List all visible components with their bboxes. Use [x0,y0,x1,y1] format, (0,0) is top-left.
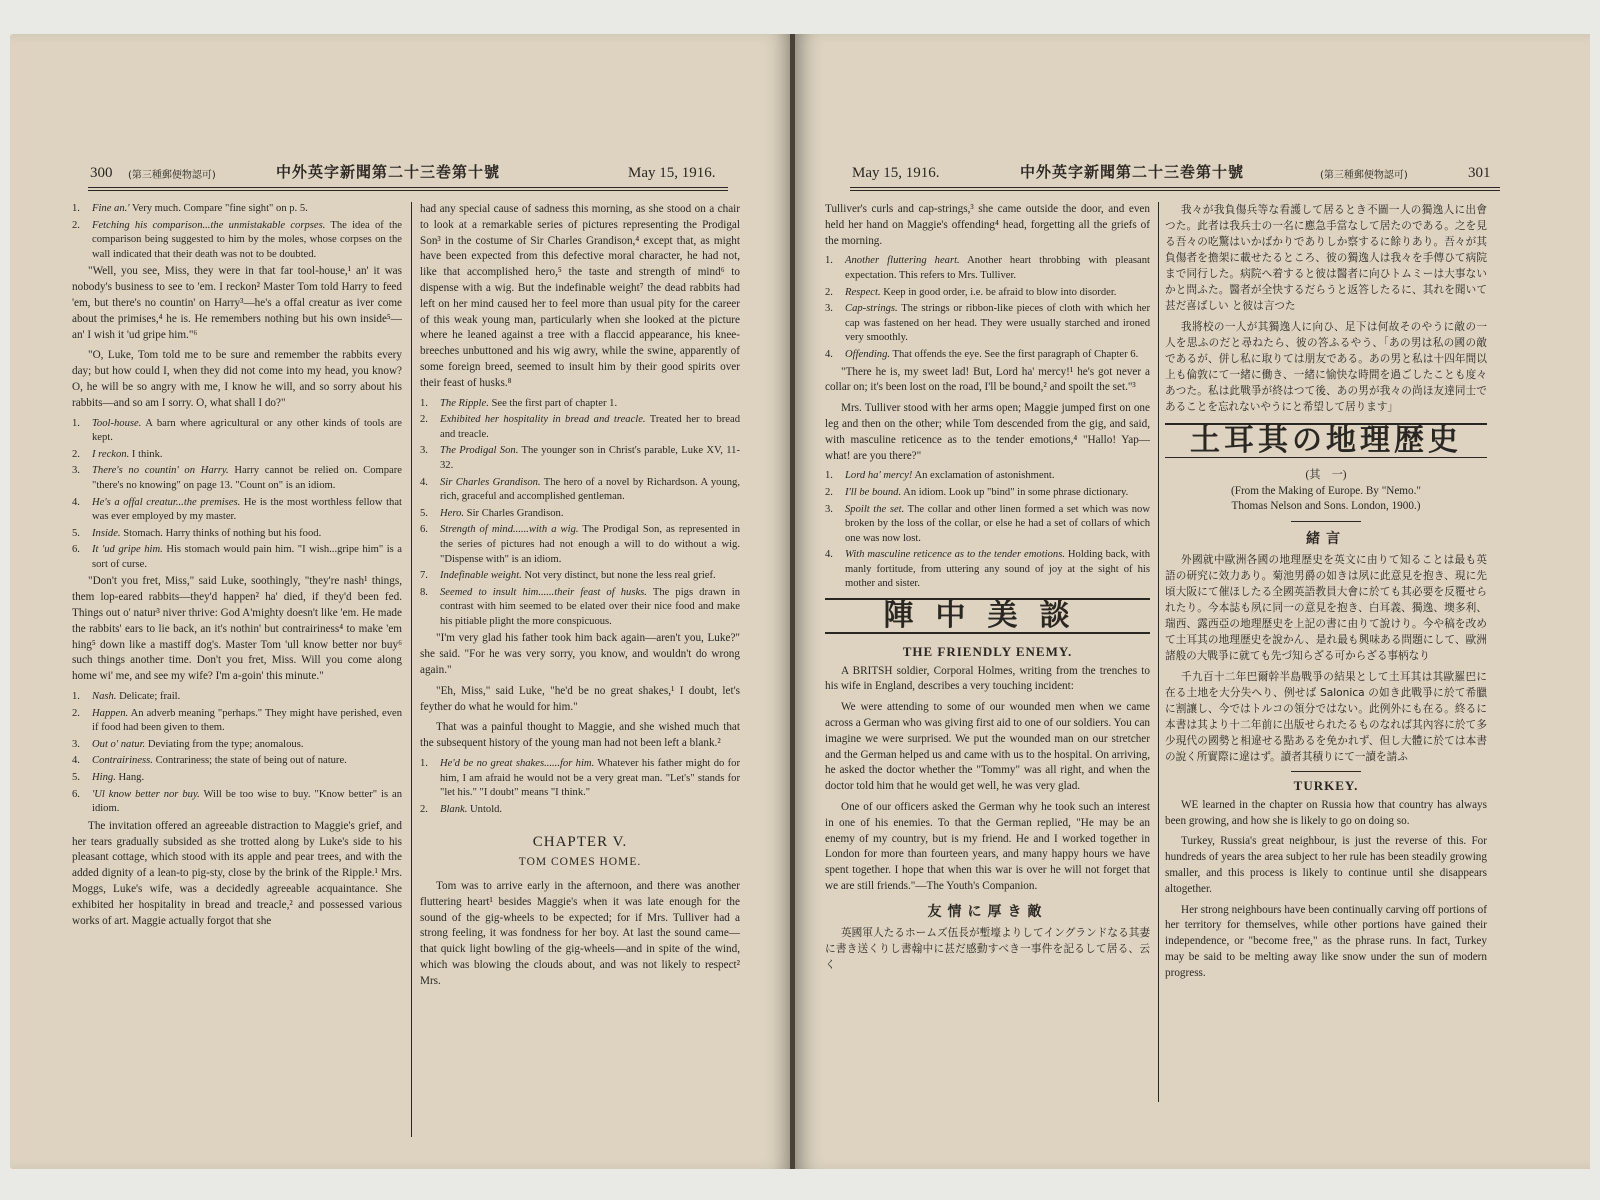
footnote-text [440,397,740,412]
paragraph: We were attending to some of our wounded men when we came across a German who was giving first aid to one of our soldiers. You can imagine we were surprised. We put the wounded man on our stretcher and the German helped us and came with us to the hospital. On arriving, he asked the doctor whether the "Tommy" was all right, and when the doctor told him that he would get well, he was very glad. [825,701,1150,793]
footnote-body: The collar and other linen formed a set which was now broken by the loss of the collar, or else he had a set of collars of which one was now lost. [845,503,1150,544]
section-heading: THE FRIENDLY ENEMY. [902,643,1073,659]
footnote-text [440,803,740,818]
footnote-lead: Another fluttering heart. [845,255,960,267]
footnote-lead: The Prodigal Son. [440,445,519,457]
footnote-text [92,690,402,705]
footnote-text [845,548,1150,592]
paragraph: Mrs. Tulliver stood with her arms open; Maggie jumped first on one leg and then on the other; while Tom descended from the gig, and said, with masculine reticence as to the tender emotions,⁴ "Hallo! Yap—what! are you there?" [825,402,1150,462]
footnote [72,754,402,769]
footnote [825,548,1150,592]
footnote [420,586,740,630]
footnote [420,803,740,818]
page-number: 300 [90,165,113,181]
footnote-lead: Fetching his comparison...the unmistakable corpses. [92,219,326,231]
footnote [420,757,740,801]
issue-date: May 15, 1916. [852,165,940,181]
footnote-text [92,754,402,769]
footnote [72,690,402,705]
footnote-lead: I'll be bound. [845,486,902,498]
footnote-number: 2. [72,219,80,231]
footnote-lead: Blank. [440,803,468,815]
footnote-body: Sir Charles Grandison. [464,507,564,519]
footnote-text [92,417,402,446]
footnote-number: 1. [825,470,833,482]
footnote [420,397,740,412]
footnote-body: The strings or ribbon-like pieces of cloth with which her cap was fastened on her head. They were usually starched and ironed very smoothly. [845,303,1150,344]
paragraph: Turkey, Russia's great neighbour, is just the reverse of this. For hundreds of years the area subject to her rule has been steadily growing smaller, and this process is likely to continue until she disappears altogether. [1165,835,1487,895]
footnote-body: Will be too wise to buy. "Know better" is an idiom. [92,788,402,815]
footnote-lead: Offending. [845,348,891,360]
footnote-text [440,523,740,567]
footnote-text [845,469,1150,484]
right-column-2 [1165,202,1487,1102]
footnote-text [845,286,1150,301]
footnote-text [92,464,402,493]
footnote [825,302,1150,346]
paragraph: That was a painful thought to Maggie, and she wished much that the subsequent history of the young man had not been left a blank.² [420,721,740,750]
footnote-text [440,444,740,473]
japanese-paragraph: 我々が我負傷兵等な看護して居るとき不圖一人の獨逸人に出會つた。此者は我兵士の一名に應急手當なして居たのである。之を見る吾々の吃驚はいかばかりでありしか察するに餘りあり。吾々が其負傷者を擔架に載せたるところ、彼の獨逸人は我々を手傳ひて病院まで同行した。病院へ着すると彼は醫者に向ひトムミーは大事ないかと問ふた。醫者が全快するだらうと返答したるに、其れを聞いて甚だ喜ばしい と彼は言つた [1165,204,1487,312]
footnote-number: 6. [72,788,80,800]
footnote-text [845,348,1150,363]
footnote-lead: I reckon. [92,448,130,460]
footnote-number: 1. [420,758,428,770]
footnote-number: 1. [72,691,80,703]
footnote [72,219,402,263]
footnote-text [92,543,402,572]
footnote-number: 2. [420,803,428,815]
chapter-subtitle: TOM COMES HOME. [518,856,642,869]
footnote-body: Contrariness; the state of being out of nature. [152,755,347,767]
footnote-number: 5. [72,527,80,539]
footnote-text [440,757,740,801]
footnote-body: The pigs drawn in contrast with him seemed to be elated over their nice food and make his pitiable plight the more conspicuous. [440,586,740,627]
chapter-title: CHAPTER V. [532,834,628,851]
footnote [825,348,1150,363]
footnote-body: Not very distinct, but none the less real grief. [521,570,716,582]
footnote-number: 4. [825,549,833,561]
footnote-lead: He's a offal creatur...the premises. [92,496,241,508]
footnote-number: 5. [72,772,80,784]
footnote-body: Deviating from the type; anomalous. [145,738,304,750]
footnote-lead: Fine an.' [92,203,130,214]
postal-permit: (第三種郵便物認可) [1320,170,1408,181]
footnote-number: 2. [825,286,833,298]
footnote-text [440,586,740,630]
japanese-paragraph: 我將校の一人が其獨逸人に向ひ、足下は何故そのやうに敵の一人を思ふのだと尋ねたら、彼の答ふるやう、「あの男は私の國の敵であるが、併し私に取りては朋友である。あの男と私は十四年間以上も倫敦にて一緒に働き、一緒に愉快な時間を過ごしたことも度々あつた。私は此戰爭が終はつて後、あの男が我々の尚ほ友達同士であることを忘れないやうにと希望して居ります」 [1165,321,1487,413]
footnote [825,254,1150,283]
footnote-lead: Spoilt the set. [845,503,905,515]
footnote [72,543,402,572]
paragraph: "I'm very glad his father took him back again—aren't you, Luke?" she said. "For he was very sorry, you know, and wouldn't do wrong again." [420,632,740,677]
footnote-number: 6. [420,524,428,536]
footnote [420,444,740,473]
paragraph: A BRITSH soldier, Corporal Holmes, writing from the trenches to his wife in England, describes a very touching incident: [825,664,1150,693]
paragraph: "Don't you fret, Miss," said Luke, soothingly, "they're nash¹ things, them lop-eared rabbits—they'd happen² ha' died, if they'd been fed. Things out o' natur³ niver thrive: God A'mighty doesn't like 'em. He made the rabbits' ears to lie back, an it's nothin' but contrairiness⁴ to make 'em hing⁵ down like a mastiff dog's. Master Tom 'ull know better nor buy⁶ such things another time. Don't you fret, Miss. Will you come along home wi' me, and see my wife? I'm a-goin' this minute." [72,575,402,683]
footnote-lead: He'd be no great shakes......for him. [440,758,595,770]
right-column-1 [825,202,1150,1102]
footnote [72,417,402,446]
paragraph: "Eh, Miss," said Luke, "he'd be no great shakes,¹ I doubt, let's feyther do what he would for him." [420,684,740,713]
divider [1291,521,1361,522]
footnote-number: 1. [825,255,833,267]
footnote [72,527,402,542]
footnote-text [92,448,402,463]
footnote-number: 6. [72,544,80,556]
footnote-text [845,486,1150,501]
section-heading: TURKEY. [1293,777,1359,793]
footnote [72,707,402,736]
footnote-body: Hang. [115,772,145,784]
footnote-number: 3. [825,503,833,515]
footnote-body: His stomach would pain him. "I wish...gripe him" is a sort of curse. [92,544,402,570]
footnote-number: 3. [72,738,80,750]
footnote-body: Stomach. Harry thinks of nothing but his food. [120,527,322,539]
footnote-lead: 'Ul know better nor buy. [92,788,200,800]
footnote-number: 8. [420,586,428,598]
footnote-number: 2. [72,448,80,460]
divider [1291,771,1361,772]
japanese-heading: 緒言 [1306,531,1346,548]
footnote-lead: Strength of mind......with a wig. [440,524,579,536]
footnote-number: 4. [72,496,80,508]
paragraph: WE learned in the chapter on Russia how that country has always been growing, and how she is likely to go on doing so. [1165,798,1487,827]
footnote-body: He is the most worthless fellow that was ever employed by my master. [92,496,402,523]
footnote-body: The Prodigal Son, as represented in the series of pictures had not enough a will to do without a wig. "Dispense with" is an idiom. [440,524,740,565]
footnote-lead: Hing. [92,772,116,784]
footnote [72,771,402,786]
page-number: 301 [1468,165,1491,181]
footnote-body: Treated her to bread and treacle. [440,414,740,440]
footnote-text [92,496,402,525]
centered-line: Thomas Nelson and Sons. London, 1900.) [1231,500,1421,513]
footnote-text [92,738,402,753]
footnote [420,476,740,505]
footnote-lead: Cap-strings. [845,303,898,315]
paragraph: had any special cause of sadness this morning, as she stood on a chair to look at a remarkable series of pictures representing the Prodigal Son³ in the costume of Sir Charles Grandison,⁴ except that, as might have been expected from this defective moral character, he had not, like that accomplished hero,⁵ the taste and strength of mind⁶ to dispense with a wig. But the indefinable weight⁷ the dead rabbits had left on her mind caused her to feel more than usual pity for the career of this weak young man, particularly when she looked at the picture where he leaned against a tree with a flaccid appearance, his knee-breeches unbuttoned and his wig awry, while the swine, apparently of some foreign breed, seemed to insult him by their good spirits over their feast of husks.⁸ [420,203,740,389]
left-page-header [88,130,728,190]
centered-line: (From the Making of Europe. By "Nemo." [1231,484,1421,497]
footnote-lead: There's no countin' on Harry. [92,465,229,477]
footnote-body: Another heart throbbing with pleasant expectation. This refers to Mrs. Tulliver. [845,255,1150,281]
footnote-lead: The Ripple. [440,397,489,409]
paragraph: "There he is, my sweet lad! But, Lord ha' mercy!¹ he's got never a collar on; it's been lost on the road, I'll be bound,² and spoilt the set."³ [825,365,1150,394]
footnote [72,464,402,493]
footnote-lead: Out o' natur. [92,738,146,750]
footnote-text [92,771,402,786]
section-title-box: 土耳其の地理歴史 [1165,423,1487,458]
footnote-text [440,507,740,522]
left-page [10,34,792,1169]
footnote-number: 1. [420,397,428,409]
journal-title: 中外英字新聞第二十三巻第十號 [276,163,501,181]
footnote [72,202,402,217]
footnote-number: 7. [420,570,428,582]
footnote-lead: Nash. [92,691,117,703]
footnote-text [845,503,1150,547]
footnote-body: That offends the eye. See the first paragraph of Chapter 6. [890,348,1139,360]
footnote [420,413,740,442]
section-title-box: 陣中美談 [825,598,1150,634]
japanese-paragraph: 英國軍人たるホームズ伍長が塹壕よりしてイングランドなる其妻に書き送くりし書翰中に甚だ感動すべき一事件を記るして居る、云く [825,926,1150,971]
journal-title: 中外英字新聞第二十三巻第十號 [1020,163,1245,181]
footnote-body: See the first part of chapter 1. [488,397,618,409]
footnote [825,503,1150,547]
footnote-body: An exclamation of astonishment. [912,470,1055,482]
footnote-number: 2. [72,707,80,719]
footnote-text [92,707,402,736]
footnote-body: The idea of the comparison being suggested to him by the moles, whose corpses on the wall indicated that their death was not to be doubted. [92,219,402,260]
footnote-lead: Sir Charles Grandison. [440,476,541,488]
centered-line: (其 一) [1305,468,1347,481]
footnote-number: 2. [825,486,833,498]
postal-permit: (第三種郵便物認可) [128,170,216,181]
footnote-body: Harry cannot be relied on. Compare "there's no knowing" on page 13. "Count on" is an idiom. [92,465,402,491]
footnote-number: 1. [72,417,80,429]
footnote-lead: Lord ha' mercy! [845,470,913,482]
footnote [72,496,402,525]
footnote-text [845,254,1150,283]
footnote-lead: Seemed to insult him......their feast of husks. [440,586,647,598]
footnote-text [440,413,740,442]
footnote [420,569,740,584]
footnote-text [92,202,402,217]
footnote-body: Very much. Compare "fine sight" on p. 5. [129,203,308,214]
footnote-lead: Contrairiness. [92,755,153,767]
paragraph: "O, Luke, Tom told me to be sure and remember the rabbits every day; but how could I, when they did not come into my head, you know? O, he will be so angry with me, I know he will, and so sorry about his rabbits—and so am I sorry. O, what shall I do?" [72,349,402,409]
footnote-number: 4. [72,755,80,767]
footnote-number: 3. [825,303,833,315]
footnote-body: An adverb meaning "perhaps." They might have perished, even if food had been given to them. [92,707,402,734]
footnote-body: Holding back, with manly fortitude, from uttering any sound of joy at the sight of his mother and sister. [845,549,1150,590]
footnote [825,486,1150,501]
footnote-lead: Indefinable weight. [440,570,522,582]
paragraph: Tulliver's curls and cap-strings,³ she came outside the door, and even held her hand on Maggie's offending⁴ head, forgetting all the griefs of the morning. [825,203,1150,247]
footnote [420,507,740,522]
footnote-text [845,302,1150,346]
paragraph: The invitation offered an agreeable distraction to Maggie's grief, and her tears gradually subsided as she trotted along by Luke's side to his pleasant cottage, which stood with its apple and pear trees, and with the added dignity of a lean-to pig-sty, close by the brink of the Ripple.¹ Mrs. Moggs, Luke's wife, was a decidedly agreeable acquaintance. She exhibited her hospitality in bread and treacle,² and possessed various works of art. Maggie actually forgot that she [72,819,402,927]
footnote-number: 3. [420,445,428,457]
footnote-text [440,476,740,505]
chapter-heading [420,835,740,871]
footnote [72,788,402,817]
left-column-1 [72,202,402,1137]
footnote-number: 3. [72,465,80,477]
footnote-body: Keep in good order, i.e. be afraid to blow into disorder. [880,286,1117,298]
footnote-number: 2. [420,414,428,426]
paragraph: One of our officers asked the German why he took such an interest in one of his enemies. To that the German replied, "He may be an enemy of my country, but is my friend. He and I worked together in London for more than fourteen years, and many happy hours we have spent together. I hope that when this war is over he will not forget that we are still friends."—The Youth's Companion. [825,801,1150,893]
footnote-lead: Happen. [92,707,129,719]
footnote-number: 4. [420,476,428,488]
right-page-header [850,130,1500,190]
footnote [420,523,740,567]
paragraph: Tom was to arrive early in the afternoon, and there was another fluttering heart¹ besides Maggie's when it was late enough for the sound of the gig-wheels to be expected; for if Mrs. Tulliver had a strong feeling, it was fondness for her boy. At last the sound came—that quick light bowling of the gig-wheels—and in spite of the wind, which was blowing the clouds about, and was not likely to respect² Mrs. [420,880,740,987]
japanese-heading: 友情に厚き敵 [927,903,1048,920]
footnote-body: Untold. [467,803,503,815]
footnote-lead: Tool-house. [92,417,142,429]
footnote-body: The hero of a novel by Richardson. A young, rich, graceful and accomplished gentleman. [440,476,740,503]
left-column-2 [420,202,740,1137]
footnote-body: I think. [129,448,163,460]
right-page [795,34,1590,1169]
footnote-number: 5. [420,507,428,519]
japanese-paragraph: 千九百十二年巴爾幹半島戰爭の結果として土耳其は其歐羅巴に在る土地を大分失へり、例せば Salonica の如き此戰爭に於て希臘に割讓し、今ではトルコの領分ではない。此例外にも在る。終るに本書は其より十二年前に出版せられたるものなれば其內容に於て多少現代の國勢と相違せる點あるを免かれず、但し大體に於ては本書の說く所實際に違はず。讀者其積りにて一讀を請ふ [1165,670,1487,763]
footnote-lead: Inside. [92,527,121,539]
footnote-lead: Hero. [440,507,465,519]
paragraph: "Well, you see, Miss, they were in that far tool-house,¹ an' it was nobody's business to see to 'em. I reckon² Master Tom told Harry to feed 'em, but there's no countin' on Harry³—he's a offal creatur as iver come about the primises,⁴ he is. He remembers nothing but his own inside⁵—an' I wish it 'ud gripe him."⁶ [72,265,402,341]
footnote-lead: With masculine reticence as to the tender emotions. [845,549,1065,561]
issue-date: May 15, 1916. [628,165,716,181]
footnote-text [92,788,402,817]
japanese-paragraph: 外國就中歐洲各國の地理歴史を英文に由りて知ることは最も英語の研究に效力あり。菊池男爵の如きは夙に此意見を抱き、現に先頃大阪にて催ほしたる全國英語教員大會に於ても其必要を反覆せられたり。今本誌も夙に同一の意見を抱き、白耳義、獨逸、墺多利、瑞西、露西亞の地理歴史を上記の書に由りて說けり。今や稿を改めて土耳其の地理歴史を說かん、是れ最も興味ある問題にして、歐洲諸般の大戰爭に就ても先づ知らざる可からざる事柄なり [1165,553,1487,662]
paragraph: Her strong neighbours have been continually carving off portions of her territory for themselves, while other portions have gained their independence, or "become free," as the phrase runs. In fact, Turkey may be said to be melting away like snow under the sun of modern progress. [1165,903,1487,979]
footnote-lead: Exhibited her hospitality in bread and treacle. [440,414,646,426]
footnote-text [440,569,740,584]
footnote [825,469,1150,484]
footnote-body: Whatever his father might do for him, I am afraid he would not be a very great man. "Let's" stands for "let his." "I doubt" means "I think." [440,758,740,799]
footnote-body: An idiom. Look up "bind" in some phrase dictionary. [901,486,1129,498]
footnote [72,448,402,463]
footnote-text [92,527,402,542]
footnote-lead: Respect. [845,286,881,298]
footnote-text [92,219,402,263]
footnote-body: The younger son in Christ's parable, Luke XV, 11-32. [440,445,740,471]
footnote [825,286,1150,301]
footnote-body: A barn where agricultural or any other kinds of tools are kept. [92,417,402,444]
footnote [72,738,402,753]
footnote-number: 4. [825,348,833,360]
footnote-body: Delicate; frail. [116,691,181,703]
footnote-lead: It 'ud gripe him. [92,544,163,556]
footnote-number: 1. [72,203,80,214]
